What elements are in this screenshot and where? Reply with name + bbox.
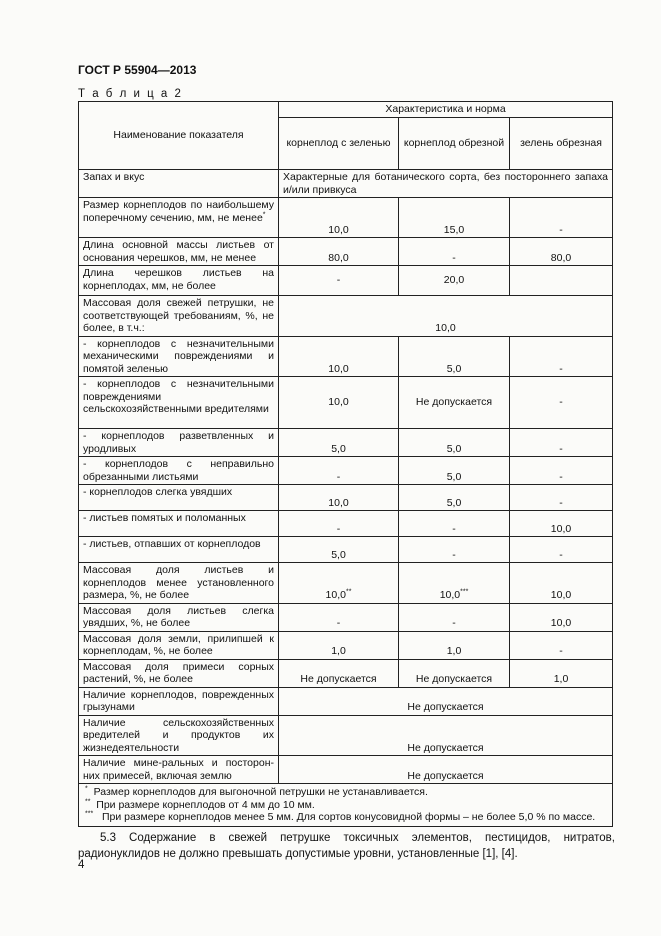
document-code: ГОСТ Р 55904—2013 — [78, 63, 197, 77]
cell-value: - — [510, 198, 613, 238]
table-row — [79, 266, 613, 296]
cell-value: - — [279, 511, 399, 537]
table-row — [79, 170, 613, 198]
cell-value: - — [279, 266, 399, 296]
header-indicator-name: Наименование показателя — [79, 102, 279, 170]
row-label: Наличие корнеплодов, поврежденных грызунами — [79, 687, 279, 715]
cell-value: - — [399, 537, 510, 563]
table-row — [79, 756, 613, 784]
paragraph-5-3: 5.3 Содержание в свежей петрушке токсичных элементов, пестицидов, нитратов, радионуклидов не должно превышать допустимые уровни, установленные [1], [4]. — [78, 832, 615, 860]
row-label: Массовая доля земли, прилипшей к корнеплодам, %, не более — [79, 631, 279, 659]
cell-value: 15,0 — [399, 198, 510, 238]
row-label: - листьев, отпавших от корнеплодов — [79, 537, 279, 563]
cell-value: - — [279, 457, 399, 485]
cell-value: 5,0 — [399, 429, 510, 457]
table-row — [79, 238, 613, 266]
row-value: Не допускается — [279, 715, 613, 756]
row-label: Массовая доля листьев и корнеплодов менее установленного размера, %, не более — [79, 563, 279, 604]
cell-value: 10,0 — [510, 603, 613, 631]
footnote: ** При размере корнеплодов от 4 мм до 10 мм. — [85, 798, 315, 811]
header-col-root-with-greens: корнеплод с зеленью — [279, 118, 399, 170]
table-row — [79, 563, 613, 604]
table-row — [79, 511, 613, 537]
cell-value: Не допускается — [399, 659, 510, 687]
table-caption: Т а б л и ц а 2 — [78, 88, 183, 100]
cell-value: - — [510, 336, 613, 377]
cell-value: 20,0 — [399, 266, 510, 296]
cell-value: - — [510, 429, 613, 457]
cell-value: - — [510, 377, 613, 429]
table-row — [79, 377, 613, 429]
cell-value: 5,0 — [279, 537, 399, 563]
table-row — [79, 485, 613, 511]
header-col-trimmed-greens: зелень обрезная — [510, 118, 613, 170]
cell-value: Не допускается — [279, 659, 399, 687]
footnote: * Размер корнеплодов для выгоночной петрушки не устанавливается. — [85, 785, 428, 798]
row-label: Массовая доля листьев слегка увядших, %, не более — [79, 603, 279, 631]
row-label: Размер корнеплодов по наибольшему поперечному сечению, мм, не менее* — [79, 198, 279, 238]
cell-value: 1,0 — [399, 631, 510, 659]
row-value: Характерные для ботанического сорта, без постороннего запаха и/или привкуса — [279, 170, 613, 198]
footnotes — [79, 784, 613, 827]
row-label: - корнеплодов слегка увядших — [79, 485, 279, 511]
table-row — [79, 659, 613, 687]
cell-value: - — [510, 457, 613, 485]
row-label: - листьев помятых и поломанных — [79, 511, 279, 537]
table-row — [79, 198, 613, 238]
cell-value: - — [510, 631, 613, 659]
row-label: Массовая доля примеси сорных растений, %, не более — [79, 659, 279, 687]
table-row — [79, 457, 613, 485]
cell-value: - — [399, 238, 510, 266]
table-row — [79, 687, 613, 715]
row-label: Наличие сельскохозяйственных вредителей и продуктов их жизнедеятельности — [79, 715, 279, 756]
row-label: Длина основной массы листьев от основания черешков, мм, не менее — [79, 238, 279, 266]
footnotes-row — [79, 784, 613, 827]
row-label: Массовая доля свежей петрушки, не соответствующей требованиям, %, не более, в т.ч.: — [79, 296, 279, 337]
cell-value: - — [510, 485, 613, 511]
table-row — [79, 429, 613, 457]
header-characteristic: Характеристика и норма — [279, 102, 613, 118]
requirements-table — [78, 101, 613, 827]
cell-value: - — [399, 603, 510, 631]
cell-value: 10,0 — [279, 485, 399, 511]
row-label: - корнеплодов разветвленных и уродливых — [79, 429, 279, 457]
cell-value: 5,0 — [399, 336, 510, 377]
row-label: - корнеплодов с незначительными повреждениями сельскохозяйственными вредителями — [79, 377, 279, 429]
cell-value — [510, 266, 613, 296]
cell-value: - — [399, 511, 510, 537]
cell-value: 5,0 — [399, 485, 510, 511]
cell-value: Не допускается — [399, 377, 510, 429]
header-col-trimmed-root: корнеплод обрезной — [399, 118, 510, 170]
cell-value: 1,0 — [279, 631, 399, 659]
row-label: - корнеплодов с неправильно обрезанными листьями — [79, 457, 279, 485]
footnote: *** При размере корнеплодов менее 5 мм. Для сортов конусовидной формы – не более 5,0 % по массе. — [85, 810, 596, 823]
table-row — [79, 715, 613, 756]
cell-value: 80,0 — [279, 238, 399, 266]
table-row — [79, 631, 613, 659]
row-value: Не допускается — [279, 687, 613, 715]
table-row — [79, 296, 613, 337]
row-label: - корнеплодов с незначительными механическими повреждениями и помятой зеленью — [79, 336, 279, 377]
cell-value: 5,0 — [399, 457, 510, 485]
cell-value: 10,0** — [279, 563, 399, 604]
cell-value: 80,0 — [510, 238, 613, 266]
row-label: Наличие мине-ральных и посторон-них примесей, включая землю — [79, 756, 279, 784]
cell-value: 10,0 — [279, 377, 399, 429]
row-label: Запах и вкус — [79, 170, 279, 198]
cell-value: 10,0*** — [399, 563, 510, 604]
cell-value: 10,0 — [279, 198, 399, 238]
cell-value: 10,0 — [510, 511, 613, 537]
cell-value: 5,0 — [279, 429, 399, 457]
cell-value: - — [510, 537, 613, 563]
row-value: Не допускается — [279, 756, 613, 784]
page-number: 4 — [78, 859, 85, 871]
cell-value: 10,0 — [510, 563, 613, 604]
cell-value: - — [279, 603, 399, 631]
table-header-row — [79, 102, 613, 118]
row-label: Длина черешков листьев на корнеплодах, мм, не более — [79, 266, 279, 296]
table-row — [79, 537, 613, 563]
table-row — [79, 603, 613, 631]
row-value: 10,0 — [279, 296, 613, 337]
cell-value: 10,0 — [279, 336, 399, 377]
table-row — [79, 336, 613, 377]
cell-value: 1,0 — [510, 659, 613, 687]
